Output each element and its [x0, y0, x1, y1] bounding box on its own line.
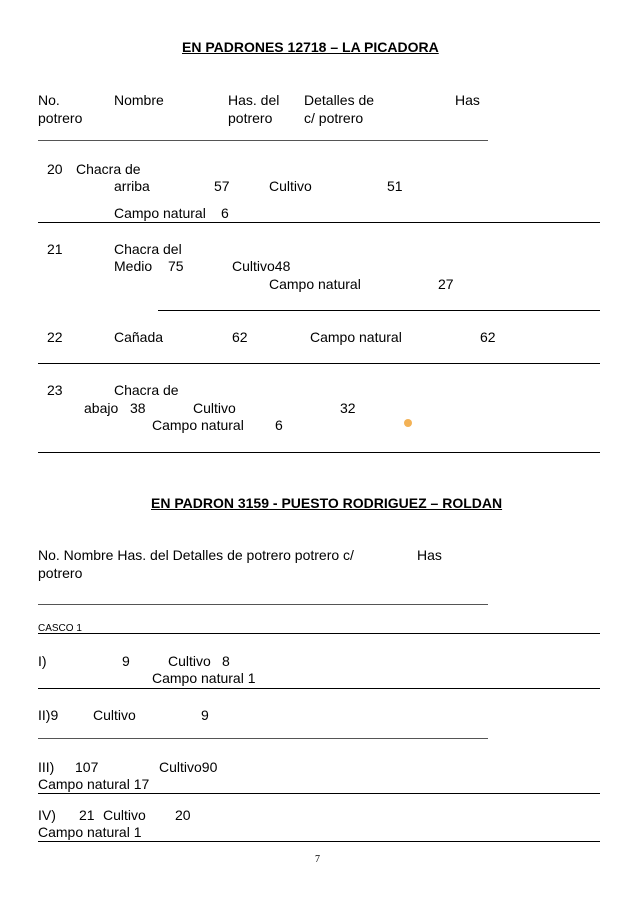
rowIII-no: III)	[38, 759, 55, 775]
col-header-has: Has	[455, 92, 480, 108]
rowII-detail-1: Cultivo	[93, 707, 136, 723]
col-header-has-del: Has. del	[228, 92, 280, 108]
row21-detail-2: Campo natural	[269, 276, 361, 292]
row23-name-1: Chacra de	[114, 382, 179, 398]
row-divider	[38, 222, 600, 223]
rowI-no: I)	[38, 653, 47, 669]
row22-detail-1-has: 62	[480, 329, 496, 345]
row-divider	[158, 310, 600, 311]
row21-detail-2-has: 27	[438, 276, 454, 292]
row20-name-2: arriba	[114, 178, 150, 194]
row22-detail-1: Campo natural	[310, 329, 402, 345]
row20-no: 20	[47, 161, 63, 177]
col-header-detalles: Detalles de	[304, 92, 375, 108]
row20-name-1: Chacra de	[76, 161, 141, 177]
section2-title: EN PADRON 3159 - PUESTO RODRIGUEZ – ROLDAN	[151, 495, 503, 511]
row22-no: 22	[47, 329, 63, 345]
section2-header-has: Has	[417, 547, 442, 563]
rowIV-has: 21	[79, 807, 95, 823]
header-divider	[38, 604, 488, 605]
row-divider	[38, 363, 600, 364]
col-header-has-del-2: potrero	[228, 110, 273, 126]
header-divider	[38, 140, 488, 141]
rowIV-detail-1-has: 20	[175, 807, 191, 823]
section1-title: EN PADRONES 12718 – LA PICADORA	[182, 39, 439, 55]
col-header-nombre: Nombre	[114, 92, 164, 108]
rowI-detail-2: Campo natural 1	[152, 670, 256, 686]
rowI-has: 9	[122, 653, 130, 669]
row-divider	[38, 738, 488, 739]
section2-header-line-2: potrero	[38, 565, 83, 581]
rowII-detail-1-has: 9	[201, 707, 209, 723]
row-divider	[38, 633, 600, 634]
rowIII-detail-1: Cultivo90	[159, 759, 218, 775]
row23-name-2: abajo	[84, 400, 119, 416]
row-divider	[38, 793, 600, 794]
row22-name: Cañada	[114, 329, 164, 345]
row21-detail-1: Cultivo48	[232, 258, 291, 274]
row20-detail-2-has: 6	[221, 205, 229, 221]
scan-mark-dot	[404, 419, 412, 427]
rowIV-detail-1: Cultivo	[103, 807, 146, 823]
rowIV-detail-2: Campo natural 1	[38, 824, 142, 840]
row23-detail-1: Cultivo	[193, 400, 236, 416]
rowI-detail-1: Cultivo	[168, 653, 211, 669]
row23-detail-2: Campo natural	[152, 417, 244, 433]
row22-has: 62	[232, 329, 248, 345]
row-divider	[38, 688, 600, 689]
col-header-detalles-2: c/ potrero	[304, 110, 364, 126]
col-header-no: No.	[38, 92, 60, 108]
row23-no: 23	[47, 382, 63, 398]
row20-detail-1-has: 51	[387, 178, 403, 194]
row21-no: 21	[47, 241, 63, 257]
row20-has: 57	[214, 178, 230, 194]
row-divider	[38, 841, 600, 842]
rowII-no: II)9	[38, 707, 59, 723]
casco-label: CASCO 1	[38, 623, 82, 634]
col-header-no-2: potrero	[38, 110, 83, 126]
section2-header-line-1: No. Nombre Has. del Detalles de potrero potrero c/	[38, 547, 354, 563]
row23-detail-1-has: 32	[340, 400, 356, 416]
row21-name-1: Chacra del	[114, 241, 182, 257]
row20-detail-1: Cultivo	[269, 178, 312, 194]
rowI-detail-1-has: 8	[222, 653, 230, 669]
row23-has: 38	[130, 400, 146, 416]
row20-detail-2: Campo natural	[114, 205, 206, 221]
rowIII-detail-2: Campo natural 17	[38, 776, 150, 792]
row23-detail-2-has: 6	[275, 417, 283, 433]
rowIII-has: 107	[75, 759, 99, 775]
page-number: 7	[315, 854, 320, 865]
row21-name-2: Medio	[114, 258, 153, 274]
row21-has: 75	[168, 258, 184, 274]
row-divider	[38, 452, 600, 453]
rowIV-no: IV)	[38, 807, 56, 823]
